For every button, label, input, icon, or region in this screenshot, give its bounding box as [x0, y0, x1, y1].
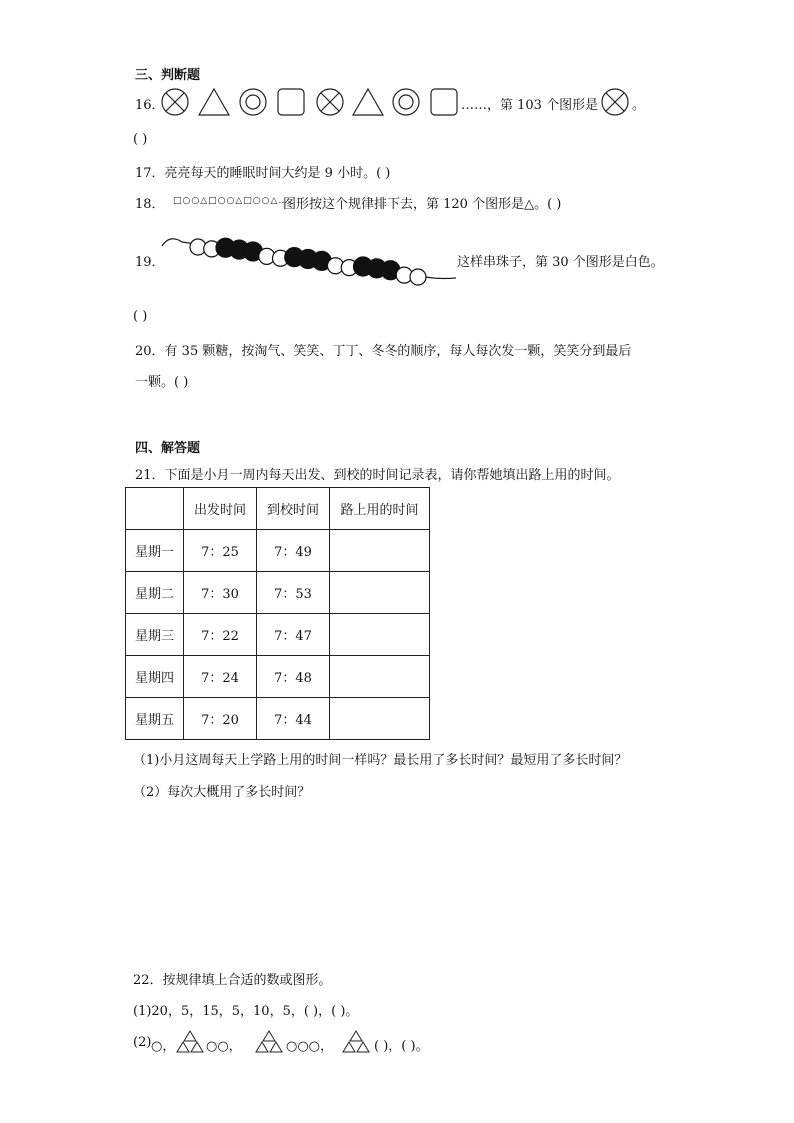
table-row: [126, 656, 430, 698]
q21-subquestion-2: （2）每次大概用了多长时间？: [133, 785, 311, 800]
depart-time-cell: 7：22: [184, 614, 257, 656]
table-header-cell: 出发时间: [184, 488, 257, 530]
double-circle-icon: [240, 89, 266, 115]
arrive-time-cell: 7：53: [257, 572, 330, 614]
table-row: [126, 614, 430, 656]
travel-time-answer-cell[interactable]: [330, 656, 430, 698]
q22-group-circles-3: ○○○，: [286, 1039, 334, 1054]
q16-text: ……，第 103 个图形是: [461, 98, 599, 113]
arrive-time-cell: 7：49: [257, 530, 330, 572]
travel-time-answer-cell[interactable]: [330, 614, 430, 656]
arrive-time-cell: 7：47: [257, 614, 330, 656]
q22-part2-label: (2): [133, 1035, 152, 1050]
arrive-time-cell: 7：48: [257, 656, 330, 698]
q18-sequence: □○○△□○○△□○○△…: [173, 196, 289, 206]
q19-number: 19．: [135, 255, 165, 270]
section-heading-judgement: 三、判断题: [135, 68, 201, 83]
depart-time-cell: 7：25: [184, 530, 257, 572]
day-cell: 星期二: [126, 572, 184, 614]
white-bead: [410, 269, 426, 285]
travel-time-answer-cell[interactable]: [330, 572, 430, 614]
q16-period: 。: [632, 98, 646, 113]
depart-time-cell: 7：30: [184, 572, 257, 614]
q19-text: 这样串珠子，第 30 个图形是白色。: [457, 255, 664, 270]
q16-shape-sequence: [160, 88, 460, 118]
table-header-cell: 路上用的时间: [330, 488, 430, 530]
table-row: [126, 572, 430, 614]
double-circle-icon: [393, 89, 419, 115]
day-cell: 星期五: [126, 698, 184, 740]
travel-time-answer-cell[interactable]: [330, 698, 430, 740]
square-icon: [431, 89, 457, 115]
section-heading-solve: 四、解答题: [135, 441, 201, 456]
q21-subquestion-1: （1)小月这周每天上学路上用的时间一样吗？最长用了多长时间？最短用了多长时间？: [133, 753, 628, 768]
depart-time-cell: 7：24: [184, 656, 257, 698]
q16-answer-blank[interactable]: ( ): [133, 132, 148, 147]
q19-answer-blank[interactable]: ( ): [133, 309, 148, 324]
q18-text: 图形按这个规律排下去，第 120 个图形是△。( ): [283, 197, 562, 212]
q22-part2-answer-blanks[interactable]: ( )，( )。: [374, 1039, 429, 1054]
circle-x-icon: [162, 89, 188, 115]
day-cell: 星期一: [126, 530, 184, 572]
q20-text-line1: 20．有 35 颗糖，按淘气、笑笑、丁丁、冬冬的顺序，每人每次发一颗，笑笑分到最后: [135, 344, 632, 359]
square-icon: [278, 89, 304, 115]
circle-x-icon: [317, 89, 343, 115]
q22-part1: (1)20，5，15，5，10，5，( )，( )。: [133, 1004, 359, 1019]
circle-x-icon: [601, 88, 631, 118]
table-header-cell: [126, 488, 184, 530]
triangle-cluster-icon: [342, 1030, 370, 1054]
depart-time-cell: 7：20: [184, 698, 257, 740]
table-header-row: [126, 488, 430, 530]
time-record-table: [125, 487, 430, 740]
arrive-time-cell: 7：44: [257, 698, 330, 740]
triangle-cluster-icon: [176, 1030, 204, 1054]
q18-number: 18．: [135, 197, 165, 212]
q22-intro: 22．按规律填上合适的数或图形。: [133, 973, 332, 988]
bead-string: [160, 228, 460, 284]
q21-intro: 21．下面是小月一周内每天出发、到校的时间记录表，请你帮她填出路上用的时间。: [135, 468, 620, 483]
q22-group-circles-2: ○○，: [206, 1039, 242, 1054]
triangle-icon: [199, 89, 229, 115]
q20-text-line2: 一颗。( ): [135, 375, 189, 390]
q17-text: 17．亮亮每天的睡眠时间大约是 9 小时。( ): [135, 166, 391, 181]
day-cell: 星期四: [126, 656, 184, 698]
table-header-cell: 到校时间: [257, 488, 330, 530]
q22-group-circles-1: ○，: [151, 1039, 176, 1054]
triangle-cluster-icon: [255, 1030, 283, 1054]
table-row: [126, 530, 430, 572]
travel-time-answer-cell[interactable]: [330, 530, 430, 572]
day-cell: 星期三: [126, 614, 184, 656]
table-row: [126, 698, 430, 740]
triangle-icon: [353, 89, 383, 115]
q16-number: 16．: [135, 98, 165, 113]
